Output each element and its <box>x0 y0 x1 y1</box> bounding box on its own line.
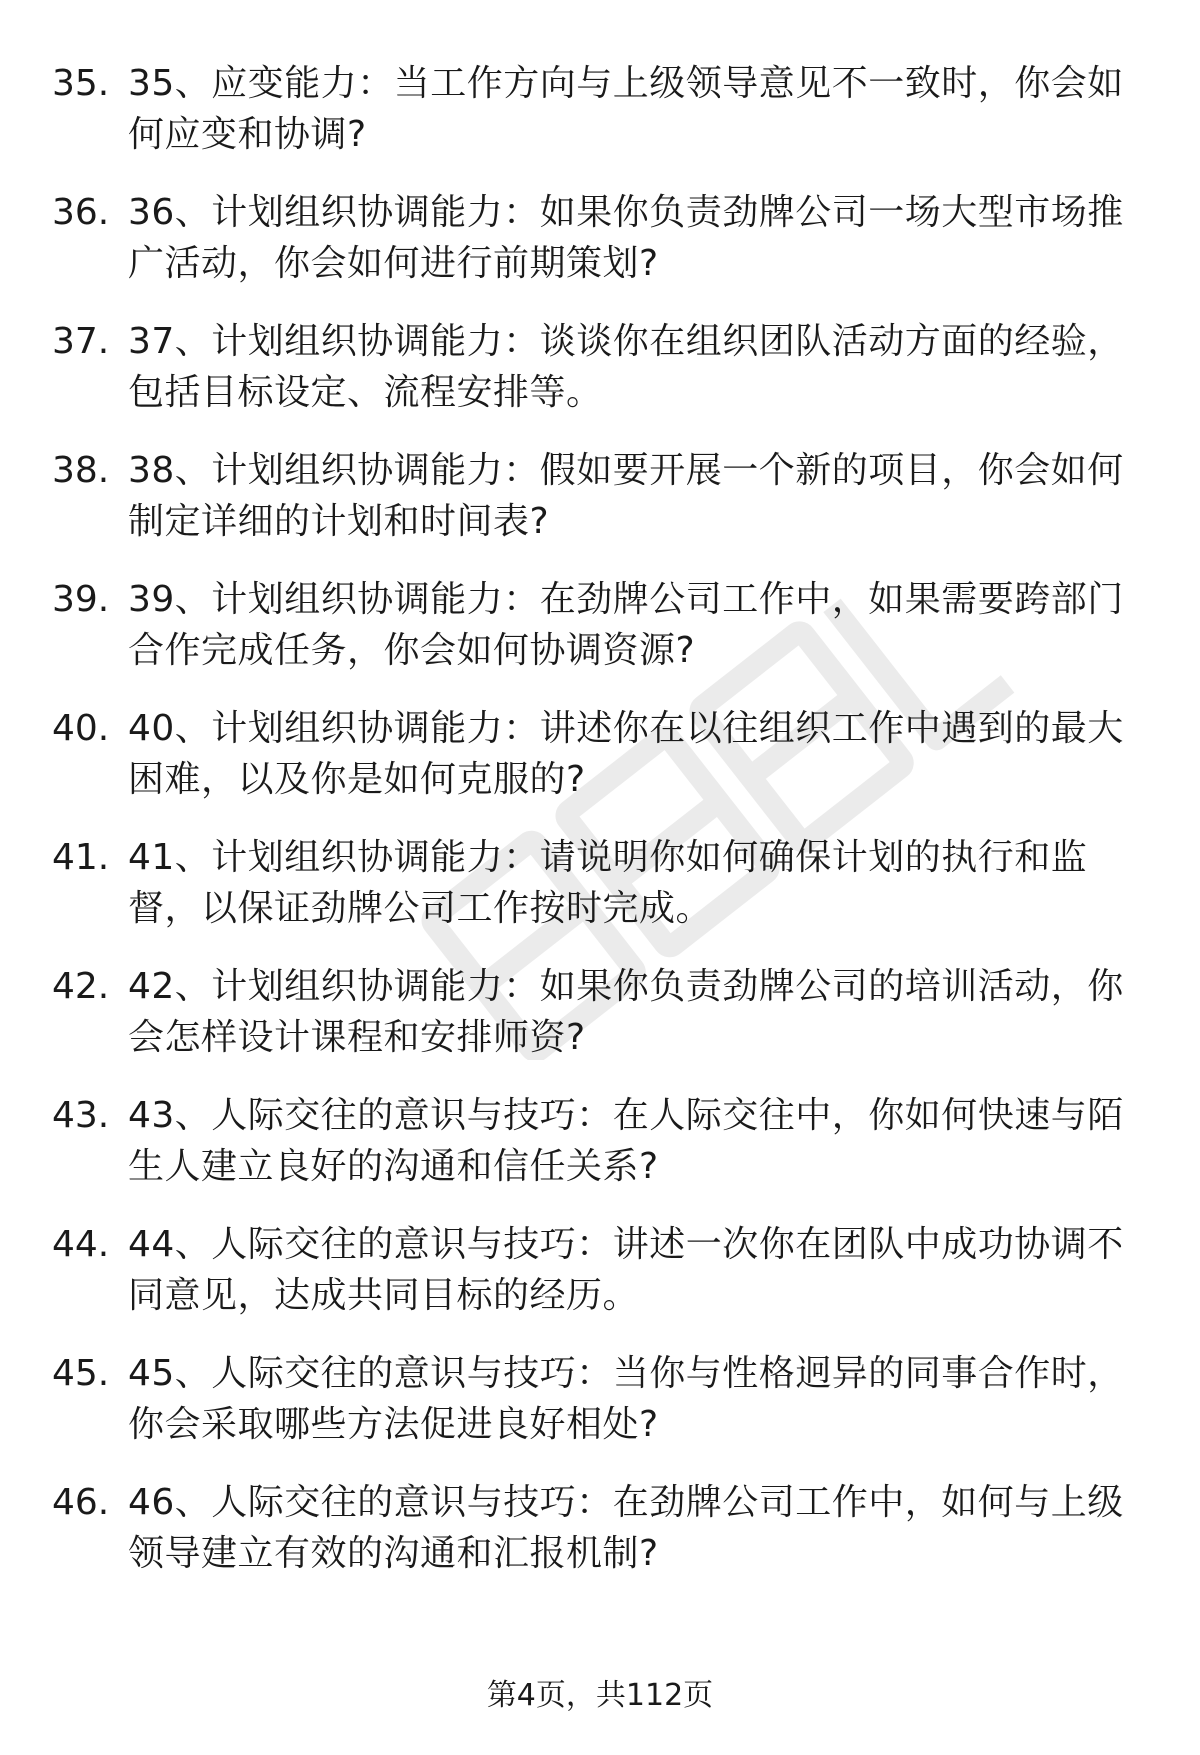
question-item <box>52 58 1152 160</box>
question-item <box>52 445 1152 547</box>
question-number: 45. <box>52 1353 110 1394</box>
question-number: 44. <box>52 1224 110 1265</box>
question-number: 35. <box>52 63 110 104</box>
question-item <box>52 832 1152 934</box>
question-text: 43、人际交往的意识与技巧：在人际交往中，你如何快速与陌生人建立良好的沟通和信任关系? <box>128 1095 1124 1187</box>
question-item <box>52 1219 1152 1321</box>
question-text: 38、计划组织协调能力：假如要开展一个新的项目，你会如何制定详细的计划和时间表? <box>128 450 1124 542</box>
question-list <box>52 58 1152 1606</box>
question-number: 38. <box>52 450 110 491</box>
question-item <box>52 703 1152 805</box>
question-number: 39. <box>52 579 110 620</box>
question-text: 40、计划组织协调能力：讲述你在以往组织工作中遇到的最大困难，以及你是如何克服的? <box>128 708 1124 800</box>
question-number: 40. <box>52 708 110 749</box>
question-text: 39、计划组织协调能力：在劲牌公司工作中，如果需要跨部门合作完成任务，你会如何协调资源? <box>128 579 1124 671</box>
question-number: 43. <box>52 1095 110 1136</box>
question-number: 46. <box>52 1482 110 1523</box>
question-item <box>52 316 1152 418</box>
question-number: 42. <box>52 966 110 1007</box>
question-item <box>52 1348 1152 1450</box>
question-text: 44、人际交往的意识与技巧：讲述一次你在团队中成功协调不同意见，达成共同目标的经历。 <box>128 1224 1124 1316</box>
question-text: 41、计划组织协调能力：请说明你如何确保计划的执行和监督，以保证劲牌公司工作按时完成。 <box>128 837 1088 929</box>
question-number: 36. <box>52 192 110 233</box>
question-item <box>52 1090 1152 1192</box>
question-number: 41. <box>52 837 110 878</box>
question-text: 35、应变能力：当工作方向与上级领导意见不一致时，你会如何应变和协调? <box>128 63 1124 155</box>
question-text: 42、计划组织协调能力：如果你负责劲牌公司的培训活动，你会怎样设计课程和安排师资? <box>128 966 1124 1058</box>
question-text: 36、计划组织协调能力：如果你负责劲牌公司一场大型市场推广活动，你会如何进行前期策划? <box>128 192 1124 284</box>
page-footer: 第4页，共112页 <box>486 1678 714 1713</box>
question-number: 37. <box>52 321 110 362</box>
question-text: 37、计划组织协调能力：谈谈你在组织团队活动方面的经验，包括目标设定、流程安排等。 <box>128 321 1124 413</box>
question-item <box>52 187 1152 289</box>
question-text: 45、人际交往的意识与技巧：当你与性格迥异的同事合作时，你会采取哪些方法促进良好相处? <box>128 1353 1124 1445</box>
question-text: 46、人际交往的意识与技巧：在劲牌公司工作中，如何与上级领导建立有效的沟通和汇报机制? <box>128 1482 1124 1574</box>
question-item <box>52 1477 1152 1579</box>
question-item <box>52 961 1152 1063</box>
question-item <box>52 574 1152 676</box>
